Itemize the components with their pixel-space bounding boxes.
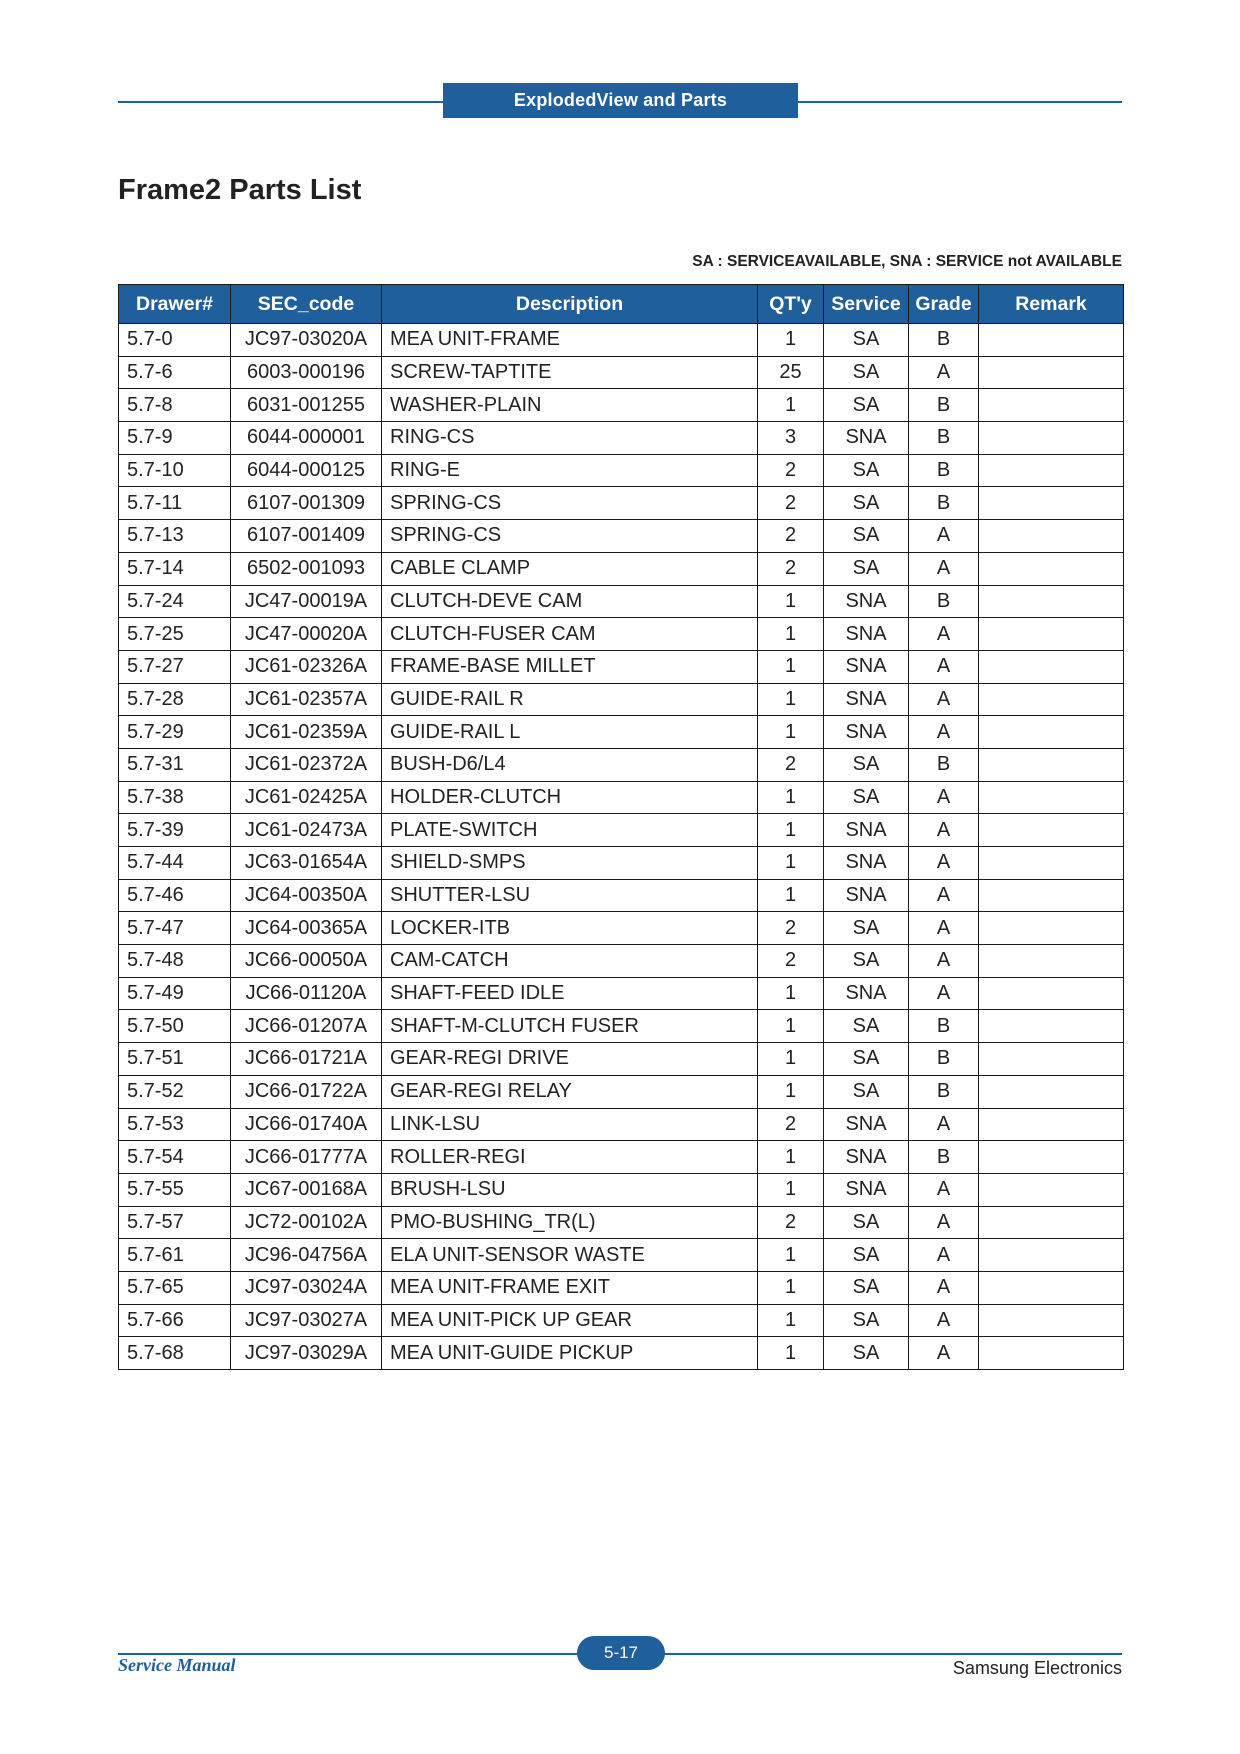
sec-code-cell: 6044-000001: [231, 422, 382, 455]
drawer-cell: 5.7-44: [119, 847, 231, 880]
description-cell: RING-CS: [382, 422, 758, 455]
qty-cell: 1: [758, 650, 824, 683]
service-cell: SA: [824, 781, 909, 814]
drawer-cell: 5.7-46: [119, 879, 231, 912]
sec-code-cell: JC66-01120A: [231, 977, 382, 1010]
service-cell: SA: [824, 1337, 909, 1370]
table-row: [119, 1075, 1124, 1108]
grade-cell: A: [909, 650, 979, 683]
drawer-cell: 5.7-28: [119, 683, 231, 716]
table-row: [119, 356, 1124, 389]
col-header-grade: Grade: [909, 285, 979, 324]
description-cell: SHAFT-FEED IDLE: [382, 977, 758, 1010]
description-cell: ROLLER-REGI: [382, 1141, 758, 1174]
description-cell: FRAME-BASE MILLET: [382, 650, 758, 683]
sec-code-cell: JC66-01207A: [231, 1010, 382, 1043]
drawer-cell: 5.7-57: [119, 1206, 231, 1239]
drawer-cell: 5.7-38: [119, 781, 231, 814]
description-cell: SHAFT-M-CLUTCH FUSER: [382, 1010, 758, 1043]
grade-cell: B: [909, 389, 979, 422]
grade-cell: A: [909, 847, 979, 880]
remark-cell: [979, 454, 1124, 487]
parts-table-header: [119, 285, 1124, 324]
drawer-cell: 5.7-51: [119, 1043, 231, 1076]
sec-code-cell: JC64-00365A: [231, 912, 382, 945]
remark-cell: [979, 1206, 1124, 1239]
table-row: [119, 1337, 1124, 1370]
remark-cell: [979, 1043, 1124, 1076]
sec-code-cell: JC64-00350A: [231, 879, 382, 912]
description-cell: MEA UNIT-GUIDE PICKUP: [382, 1337, 758, 1370]
sec-code-cell: JC97-03027A: [231, 1304, 382, 1337]
description-cell: MEA UNIT-PICK UP GEAR: [382, 1304, 758, 1337]
remark-cell: [979, 1304, 1124, 1337]
grade-cell: A: [909, 618, 979, 651]
service-cell: SA: [824, 945, 909, 978]
remark-cell: [979, 945, 1124, 978]
footer-company: Samsung Electronics: [952, 1658, 1122, 1678]
description-cell: BUSH-D6/L4: [382, 748, 758, 781]
qty-cell: 2: [758, 487, 824, 520]
parts-table-body: [119, 324, 1124, 1370]
description-cell: SCREW-TAPTITE: [382, 356, 758, 389]
service-cell: SA: [824, 1304, 909, 1337]
remark-cell: [979, 683, 1124, 716]
description-cell: CAM-CATCH: [382, 945, 758, 978]
remark-cell: [979, 879, 1124, 912]
sec-code-cell: JC97-03024A: [231, 1271, 382, 1304]
remark-cell: [979, 814, 1124, 847]
qty-cell: 1: [758, 814, 824, 847]
description-cell: SPRING-CS: [382, 520, 758, 553]
service-cell: SNA: [824, 1173, 909, 1206]
sec-code-cell: JC72-00102A: [231, 1206, 382, 1239]
grade-cell: B: [909, 1043, 979, 1076]
remark-cell: [979, 912, 1124, 945]
drawer-cell: 5.7-14: [119, 552, 231, 585]
table-row: [119, 977, 1124, 1010]
drawer-cell: 5.7-52: [119, 1075, 231, 1108]
qty-cell: 2: [758, 912, 824, 945]
service-cell: SA: [824, 1271, 909, 1304]
remark-cell: [979, 552, 1124, 585]
service-legend-note: SA : SERVICEAVAILABLE, SNA : SERVICE not AVAILABLE: [692, 253, 1122, 270]
table-row: [119, 683, 1124, 716]
grade-cell: A: [909, 1239, 979, 1272]
sec-code-cell: JC96-04756A: [231, 1239, 382, 1272]
qty-cell: 1: [758, 1141, 824, 1174]
remark-cell: [979, 356, 1124, 389]
qty-cell: 1: [758, 1075, 824, 1108]
grade-cell: A: [909, 1206, 979, 1239]
remark-cell: [979, 324, 1124, 357]
table-row: [119, 847, 1124, 880]
drawer-cell: 5.7-25: [119, 618, 231, 651]
table-row: [119, 912, 1124, 945]
sec-code-cell: JC61-02372A: [231, 748, 382, 781]
service-cell: SA: [824, 454, 909, 487]
service-cell: SNA: [824, 650, 909, 683]
drawer-cell: 5.7-29: [119, 716, 231, 749]
service-cell: SA: [824, 1206, 909, 1239]
remark-cell: [979, 650, 1124, 683]
grade-cell: B: [909, 324, 979, 357]
service-cell: SNA: [824, 716, 909, 749]
qty-cell: 1: [758, 1271, 824, 1304]
description-cell: HOLDER-CLUTCH: [382, 781, 758, 814]
sec-code-cell: JC61-02357A: [231, 683, 382, 716]
description-cell: LINK-LSU: [382, 1108, 758, 1141]
grade-cell: A: [909, 552, 979, 585]
table-row: [119, 1271, 1124, 1304]
grade-cell: B: [909, 1141, 979, 1174]
qty-cell: 2: [758, 1206, 824, 1239]
sec-code-cell: JC61-02326A: [231, 650, 382, 683]
description-cell: RING-E: [382, 454, 758, 487]
remark-cell: [979, 1173, 1124, 1206]
remark-cell: [979, 1271, 1124, 1304]
grade-cell: A: [909, 1173, 979, 1206]
drawer-cell: 5.7-61: [119, 1239, 231, 1272]
remark-cell: [979, 1337, 1124, 1370]
qty-cell: 1: [758, 977, 824, 1010]
drawer-cell: 5.7-50: [119, 1010, 231, 1043]
sec-code-cell: JC61-02473A: [231, 814, 382, 847]
description-cell: PLATE-SWITCH: [382, 814, 758, 847]
grade-cell: B: [909, 422, 979, 455]
drawer-cell: 5.7-13: [119, 520, 231, 553]
drawer-cell: 5.7-49: [119, 977, 231, 1010]
sec-code-cell: 6003-000196: [231, 356, 382, 389]
remark-cell: [979, 422, 1124, 455]
qty-cell: 1: [758, 1173, 824, 1206]
sec-code-cell: JC66-01721A: [231, 1043, 382, 1076]
sec-code-cell: JC61-02359A: [231, 716, 382, 749]
remark-cell: [979, 585, 1124, 618]
sec-code-cell: JC66-01740A: [231, 1108, 382, 1141]
grade-cell: A: [909, 1304, 979, 1337]
table-row: [119, 324, 1124, 357]
service-cell: SA: [824, 1043, 909, 1076]
grade-cell: A: [909, 814, 979, 847]
remark-cell: [979, 1108, 1124, 1141]
drawer-cell: 5.7-8: [119, 389, 231, 422]
qty-cell: 1: [758, 1337, 824, 1370]
drawer-cell: 5.7-10: [119, 454, 231, 487]
grade-cell: A: [909, 781, 979, 814]
remark-cell: [979, 977, 1124, 1010]
table-row: [119, 1304, 1124, 1337]
remark-cell: [979, 781, 1124, 814]
grade-cell: B: [909, 1010, 979, 1043]
drawer-cell: 5.7-53: [119, 1108, 231, 1141]
grade-cell: A: [909, 1271, 979, 1304]
grade-cell: B: [909, 1075, 979, 1108]
drawer-cell: 5.7-55: [119, 1173, 231, 1206]
grade-cell: B: [909, 454, 979, 487]
qty-cell: 1: [758, 1043, 824, 1076]
col-header-service: Service: [824, 285, 909, 324]
table-row: [119, 1043, 1124, 1076]
qty-cell: 2: [758, 552, 824, 585]
grade-cell: A: [909, 945, 979, 978]
table-row: [119, 487, 1124, 520]
table-row: [119, 781, 1124, 814]
qty-cell: 1: [758, 324, 824, 357]
table-row: [119, 618, 1124, 651]
service-cell: SNA: [824, 1108, 909, 1141]
service-cell: SNA: [824, 814, 909, 847]
table-row: [119, 945, 1124, 978]
qty-cell: 1: [758, 1010, 824, 1043]
grade-cell: A: [909, 356, 979, 389]
qty-cell: 25: [758, 356, 824, 389]
service-cell: SNA: [824, 977, 909, 1010]
table-row: [119, 1108, 1124, 1141]
qty-cell: 1: [758, 585, 824, 618]
qty-cell: 2: [758, 1108, 824, 1141]
sec-code-cell: JC66-01722A: [231, 1075, 382, 1108]
qty-cell: 1: [758, 879, 824, 912]
drawer-cell: 5.7-47: [119, 912, 231, 945]
description-cell: BRUSH-LSU: [382, 1173, 758, 1206]
drawer-cell: 5.7-6: [119, 356, 231, 389]
grade-cell: A: [909, 977, 979, 1010]
remark-cell: [979, 1239, 1124, 1272]
qty-cell: 1: [758, 683, 824, 716]
drawer-cell: 5.7-54: [119, 1141, 231, 1174]
page-title: Frame2 Parts List: [118, 174, 362, 206]
sec-code-cell: JC66-00050A: [231, 945, 382, 978]
table-row: [119, 1173, 1124, 1206]
description-cell: GUIDE-RAIL R: [382, 683, 758, 716]
drawer-cell: 5.7-27: [119, 650, 231, 683]
qty-cell: 1: [758, 618, 824, 651]
section-tab: ExplodedView and Parts: [443, 83, 798, 118]
service-cell: SA: [824, 1075, 909, 1108]
grade-cell: A: [909, 879, 979, 912]
table-row: [119, 422, 1124, 455]
remark-cell: [979, 748, 1124, 781]
description-cell: CLUTCH-DEVE CAM: [382, 585, 758, 618]
remark-cell: [979, 618, 1124, 651]
qty-cell: 3: [758, 422, 824, 455]
service-cell: SNA: [824, 1141, 909, 1174]
remark-cell: [979, 520, 1124, 553]
grade-cell: A: [909, 1108, 979, 1141]
qty-cell: 2: [758, 520, 824, 553]
service-cell: SNA: [824, 422, 909, 455]
service-cell: SA: [824, 520, 909, 553]
service-cell: SA: [824, 552, 909, 585]
parts-table: [118, 284, 1124, 1370]
service-cell: SA: [824, 912, 909, 945]
table-row: [119, 879, 1124, 912]
grade-cell: A: [909, 912, 979, 945]
sec-code-cell: JC97-03029A: [231, 1337, 382, 1370]
grade-cell: B: [909, 748, 979, 781]
table-row: [119, 1239, 1124, 1272]
drawer-cell: 5.7-39: [119, 814, 231, 847]
description-cell: CABLE CLAMP: [382, 552, 758, 585]
description-cell: SPRING-CS: [382, 487, 758, 520]
table-row: [119, 1206, 1124, 1239]
col-header-description: Description: [382, 285, 758, 324]
col-header-remark: Remark: [979, 285, 1124, 324]
service-cell: SA: [824, 748, 909, 781]
description-cell: ELA UNIT-SENSOR WASTE: [382, 1239, 758, 1272]
service-cell: SA: [824, 1239, 909, 1272]
grade-cell: A: [909, 683, 979, 716]
service-cell: SA: [824, 356, 909, 389]
table-row: [119, 454, 1124, 487]
footer-manual-label: Service Manual: [118, 1655, 236, 1675]
sec-code-cell: JC67-00168A: [231, 1173, 382, 1206]
sec-code-cell: JC47-00020A: [231, 618, 382, 651]
page-number: 5-17: [577, 1636, 665, 1670]
drawer-cell: 5.7-65: [119, 1271, 231, 1304]
description-cell: GUIDE-RAIL L: [382, 716, 758, 749]
description-cell: SHUTTER-LSU: [382, 879, 758, 912]
remark-cell: [979, 1141, 1124, 1174]
sec-code-cell: 6107-001409: [231, 520, 382, 553]
remark-cell: [979, 389, 1124, 422]
sec-code-cell: JC61-02425A: [231, 781, 382, 814]
drawer-cell: 5.7-66: [119, 1304, 231, 1337]
drawer-cell: 5.7-24: [119, 585, 231, 618]
table-row: [119, 520, 1124, 553]
table-row: [119, 716, 1124, 749]
grade-cell: A: [909, 520, 979, 553]
service-cell: SNA: [824, 683, 909, 716]
description-cell: LOCKER-ITB: [382, 912, 758, 945]
sec-code-cell: 6031-001255: [231, 389, 382, 422]
table-row: [119, 389, 1124, 422]
table-row: [119, 748, 1124, 781]
sec-code-cell: 6107-001309: [231, 487, 382, 520]
qty-cell: 2: [758, 748, 824, 781]
remark-cell: [979, 487, 1124, 520]
description-cell: WASHER-PLAIN: [382, 389, 758, 422]
table-row: [119, 585, 1124, 618]
sec-code-cell: 6044-000125: [231, 454, 382, 487]
description-cell: GEAR-REGI RELAY: [382, 1075, 758, 1108]
col-header-sec-code: SEC_code: [231, 285, 382, 324]
service-cell: SA: [824, 389, 909, 422]
grade-cell: A: [909, 1337, 979, 1370]
description-cell: MEA UNIT-FRAME: [382, 324, 758, 357]
qty-cell: 1: [758, 847, 824, 880]
col-header-drawer: Drawer#: [119, 285, 231, 324]
sec-code-cell: 6502-001093: [231, 552, 382, 585]
sec-code-cell: JC63-01654A: [231, 847, 382, 880]
sec-code-cell: JC97-03020A: [231, 324, 382, 357]
qty-cell: 1: [758, 781, 824, 814]
remark-cell: [979, 716, 1124, 749]
drawer-cell: 5.7-0: [119, 324, 231, 357]
sec-code-cell: JC66-01777A: [231, 1141, 382, 1174]
drawer-cell: 5.7-68: [119, 1337, 231, 1370]
table-row: [119, 814, 1124, 847]
drawer-cell: 5.7-11: [119, 487, 231, 520]
grade-cell: B: [909, 487, 979, 520]
qty-cell: 1: [758, 389, 824, 422]
service-cell: SA: [824, 487, 909, 520]
service-cell: SA: [824, 324, 909, 357]
description-cell: MEA UNIT-FRAME EXIT: [382, 1271, 758, 1304]
drawer-cell: 5.7-48: [119, 945, 231, 978]
table-row: [119, 552, 1124, 585]
service-cell: SNA: [824, 618, 909, 651]
drawer-cell: 5.7-31: [119, 748, 231, 781]
table-row: [119, 1141, 1124, 1174]
remark-cell: [979, 1010, 1124, 1043]
grade-cell: B: [909, 585, 979, 618]
description-cell: SHIELD-SMPS: [382, 847, 758, 880]
description-cell: PMO-BUSHING_TR(L): [382, 1206, 758, 1239]
service-cell: SNA: [824, 847, 909, 880]
service-cell: SNA: [824, 585, 909, 618]
qty-cell: 1: [758, 1239, 824, 1272]
table-row: [119, 650, 1124, 683]
service-cell: SNA: [824, 879, 909, 912]
sec-code-cell: JC47-00019A: [231, 585, 382, 618]
remark-cell: [979, 847, 1124, 880]
qty-cell: 2: [758, 945, 824, 978]
qty-cell: 1: [758, 716, 824, 749]
qty-cell: 2: [758, 454, 824, 487]
remark-cell: [979, 1075, 1124, 1108]
drawer-cell: 5.7-9: [119, 422, 231, 455]
description-cell: CLUTCH-FUSER CAM: [382, 618, 758, 651]
service-cell: SA: [824, 1010, 909, 1043]
description-cell: GEAR-REGI DRIVE: [382, 1043, 758, 1076]
col-header-qty: QT'y: [758, 285, 824, 324]
table-row: [119, 1010, 1124, 1043]
qty-cell: 1: [758, 1304, 824, 1337]
grade-cell: A: [909, 716, 979, 749]
